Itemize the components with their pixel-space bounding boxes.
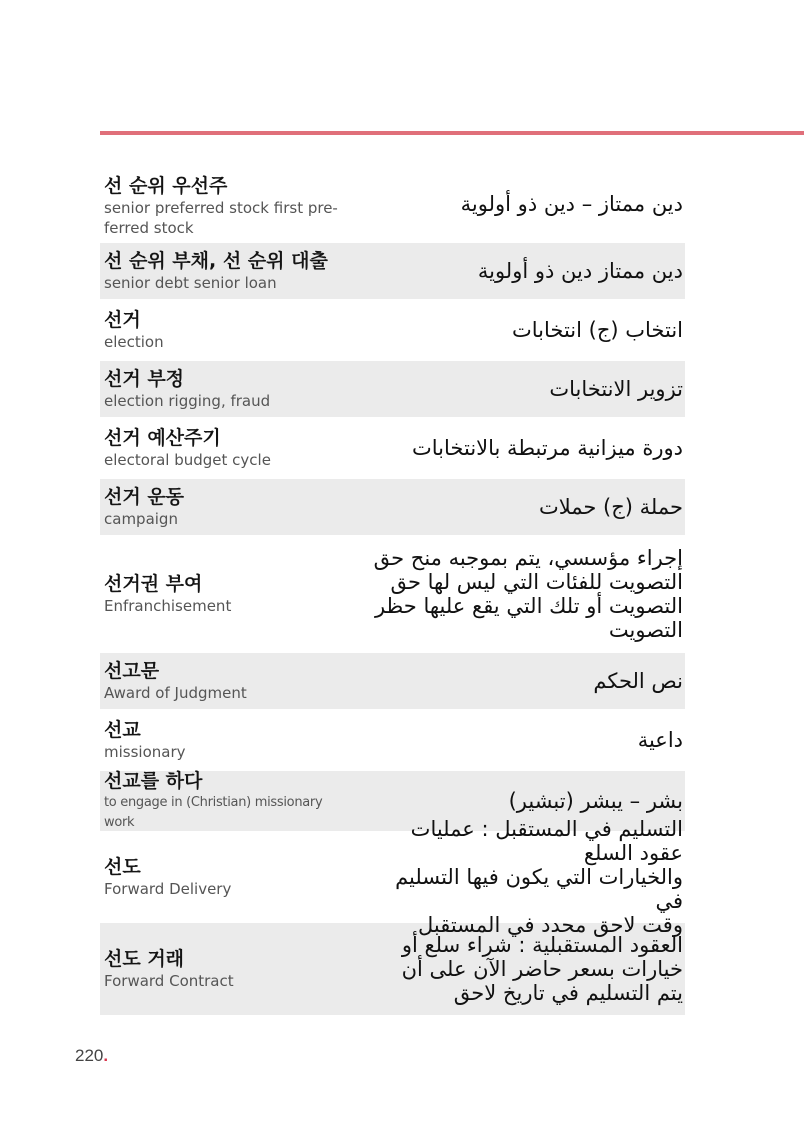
english-term: missionary <box>104 743 186 761</box>
korean-term: 선도 <box>104 856 141 878</box>
english-term: Forward Delivery <box>104 880 232 898</box>
glossary-entry <box>100 243 685 299</box>
english-term: Award of Judgment <box>104 684 247 702</box>
korean-term: 선거 예산주기 <box>104 427 221 449</box>
english-term: election rigging, fraud <box>104 392 271 410</box>
english-term: campaign <box>104 510 178 528</box>
arabic-term: نص الحكم <box>593 669 683 693</box>
korean-term: 선교를 하다 <box>104 770 203 792</box>
arabic-term: العقود المستقبلية : شراء سلع أو خيارات بسعر حاضر الآن على أن يتم التسليم في تاريخ لاحق <box>401 933 683 1005</box>
glossary-entry <box>100 168 685 240</box>
page-number <box>75 1046 108 1066</box>
arabic-term: التسليم في المستقبل : عمليات عقود السلع والخيارات التي يكون فيها التسليم في وقت لاحق محدد في المستقبل <box>395 817 683 937</box>
glossary-entry <box>100 479 685 535</box>
arabic-term: انتخاب (ج) انتخابات <box>511 318 683 342</box>
english-term: Forward Contract <box>104 972 234 990</box>
glossary-entry <box>100 817 685 937</box>
english-term: senior preferred stock first pre- ferred stock <box>104 199 338 237</box>
arabic-term: داعية <box>637 728 683 752</box>
english-term: electoral budget cycle <box>104 451 271 469</box>
korean-term: 선거 운동 <box>104 486 185 508</box>
arabic-term: حملة (ج) حملات <box>538 495 683 519</box>
glossary-entry <box>100 538 685 650</box>
glossary-entry <box>100 653 685 709</box>
korean-term: 선도 거래 <box>104 948 185 970</box>
korean-term: 선교 <box>104 719 141 741</box>
arabic-term: بشر – يبشر (تبشير) <box>508 789 683 813</box>
glossary-list <box>100 168 685 1018</box>
glossary-entry <box>100 302 685 358</box>
glossary-entry <box>100 923 685 1015</box>
english-term: Enfranchisement <box>104 597 232 615</box>
arabic-term: تزوير الانتخابات <box>549 377 683 401</box>
arabic-term: دورة ميزانية مرتبطة بالانتخابات <box>412 436 683 460</box>
glossary-entry <box>100 361 685 417</box>
korean-term: 선 순위 부채, 선 순위 대출 <box>104 250 328 272</box>
arabic-term: إجراء مؤسسي، يتم بموجبه منح حق التصويت للفئات التي ليس لها حق التصويت أو تلك التي يقع عليها حظر التصويت <box>373 546 683 642</box>
korean-term: 선거 부정 <box>104 368 185 390</box>
top-accent-rule <box>100 131 804 135</box>
glossary-entry <box>100 420 685 476</box>
english-term: senior debt senior loan <box>104 274 277 292</box>
arabic-term: دين ممتاز – دين ذو أولوية <box>460 192 683 216</box>
korean-term: 선고문 <box>104 660 160 682</box>
english-term: election <box>104 333 164 351</box>
glossary-entry <box>100 712 685 768</box>
korean-term: 선거권 부여 <box>104 573 203 595</box>
korean-term: 선 순위 우선주 <box>104 175 228 197</box>
page-number-dot: . <box>103 1046 109 1065</box>
page-number-value: 220 <box>75 1046 104 1065</box>
korean-term: 선거 <box>104 309 141 331</box>
english-term: to engage in (Christian) missionary work <box>104 795 323 830</box>
arabic-term: دين ممتاز دين ذو أولوية <box>477 259 683 283</box>
